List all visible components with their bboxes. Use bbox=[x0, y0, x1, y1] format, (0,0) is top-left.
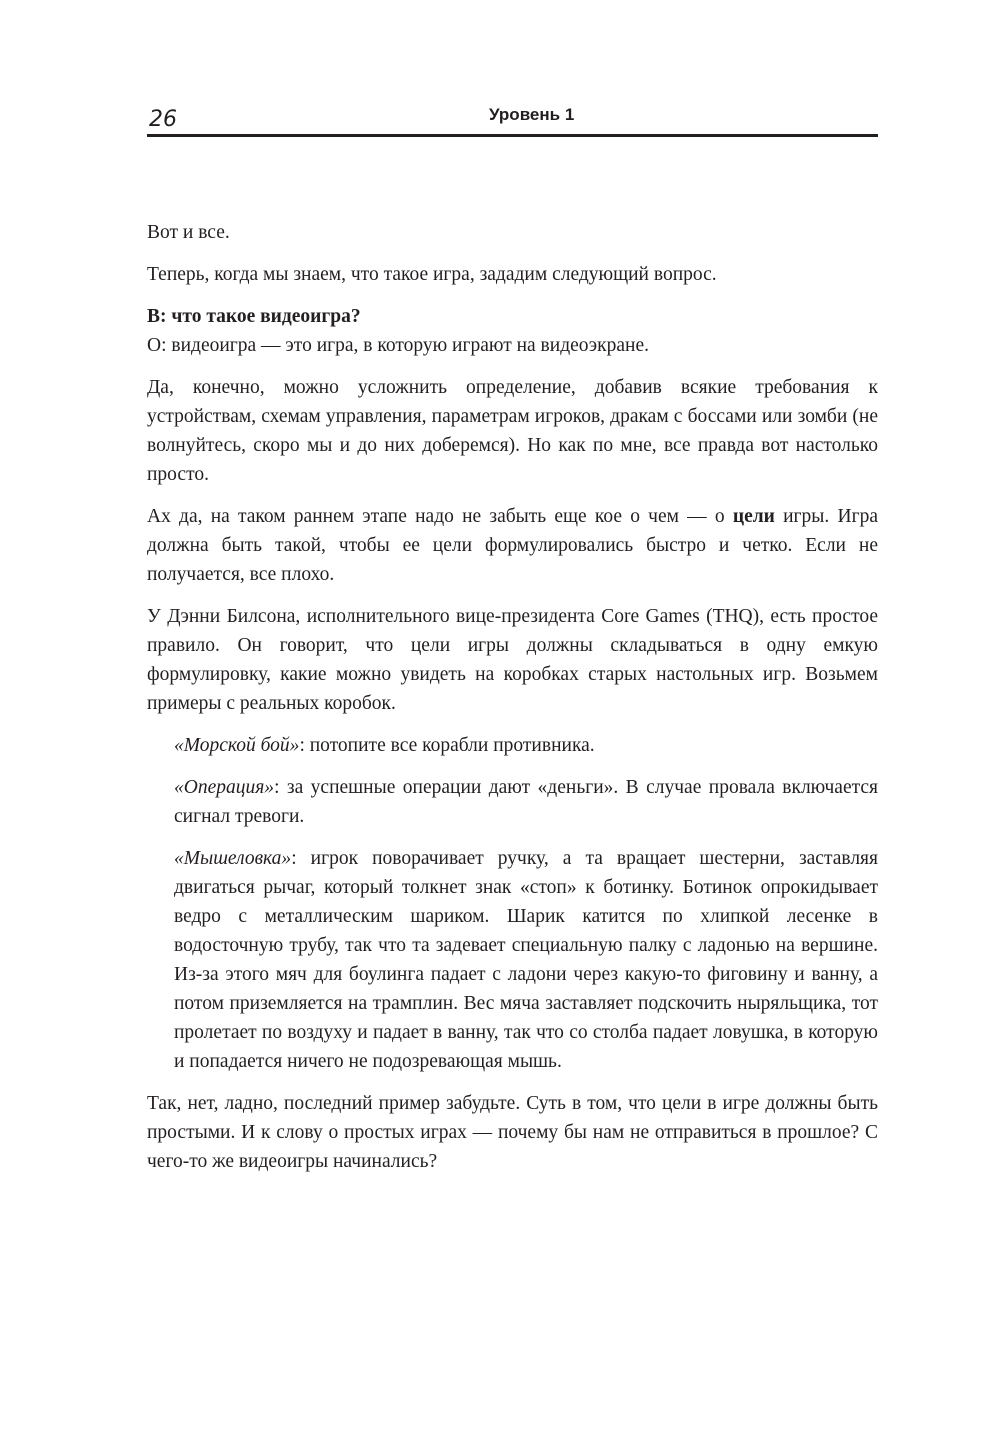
page-header bbox=[147, 100, 878, 137]
paragraph-text: игры. Игра должна быть такой, чтобы ее цели формулировались быстро и четко. Если не получается, все плохо. bbox=[147, 506, 878, 585]
emphasis-bold: цели bbox=[732, 506, 775, 527]
example-text: : игрок поворачивает ручку, а та вращает шестерни, заставляя двигаться рычаг, который толкнет знак «стоп» к ботинку. Ботинок опрокидывает ведро с металлическим шариком. Шарик катится по хлипкой лесенке в водосточную трубу, так что та задевает специальную палку с ладонью на вершине. Из-за этого мяч для боулинга падает с ладони через какую-то фиговину и ванну, а потом приземляется на трамплин. Вес мяча заставляет подскочить ныряльщика, тот пролетает по воздуху и падает в ванну, так что со столба падает ловушка, в которую и попадается ничего не подозревающая мышь. bbox=[174, 848, 878, 1072]
page-body bbox=[147, 218, 878, 1189]
game-title: «Морской бой» bbox=[174, 735, 300, 756]
paragraph: Теперь, когда мы знаем, что такое игра, зададим следующий вопрос. bbox=[147, 264, 717, 285]
example-text: : потопите все корабли противника. bbox=[299, 735, 595, 756]
page-number: 26 bbox=[149, 107, 177, 132]
paragraph: У Дэнни Билсона, исполнительного вице-президента Core Games (THQ), есть простое правило. Он говорит, что цели игры должны складываться в одну емкую формулировку, какие можно увидеть на коробках старых настольных игр. Возьмем примеры с реальных коробок. bbox=[147, 606, 878, 714]
example-text: : за успешные операции дают «деньги». В случае провала включается сигнал тревоги. bbox=[174, 777, 878, 827]
paragraph: Так, нет, ладно, последний пример забудьте. Суть в том, что цели в игре должны быть простыми. И к слову о простых играх — почему бы нам не отправиться в прошлое? С чего-то же видеоигры начинались? bbox=[147, 1093, 878, 1172]
paragraph: Да, конечно, можно усложнить определение, добавив всякие требования к устройствам, схемам управления, параметрам игроков, дракам с боссами или зомби (не волнуйтесь, скоро мы и до них доберемся). Но как по мне, все правда вот настолько просто. bbox=[147, 377, 878, 485]
example-item bbox=[147, 731, 878, 760]
question-text: В: что такое видеоигра? bbox=[147, 306, 361, 327]
paragraph: Вот и все. bbox=[147, 222, 230, 243]
answer-line: О: видеоигра — это игра, в которую играют на видеоэкране. bbox=[147, 335, 649, 356]
example-item bbox=[147, 773, 878, 831]
paragraph bbox=[147, 502, 878, 589]
game-title: «Операция» bbox=[174, 777, 275, 798]
question-line bbox=[147, 302, 878, 331]
paragraph-text: Ах да, на таком раннем этапе надо не забыть еще кое о чем — о bbox=[147, 506, 733, 527]
running-title: Уровень 1 bbox=[489, 105, 575, 124]
example-item bbox=[147, 844, 878, 1076]
game-title: «Мышеловка» bbox=[174, 848, 292, 869]
